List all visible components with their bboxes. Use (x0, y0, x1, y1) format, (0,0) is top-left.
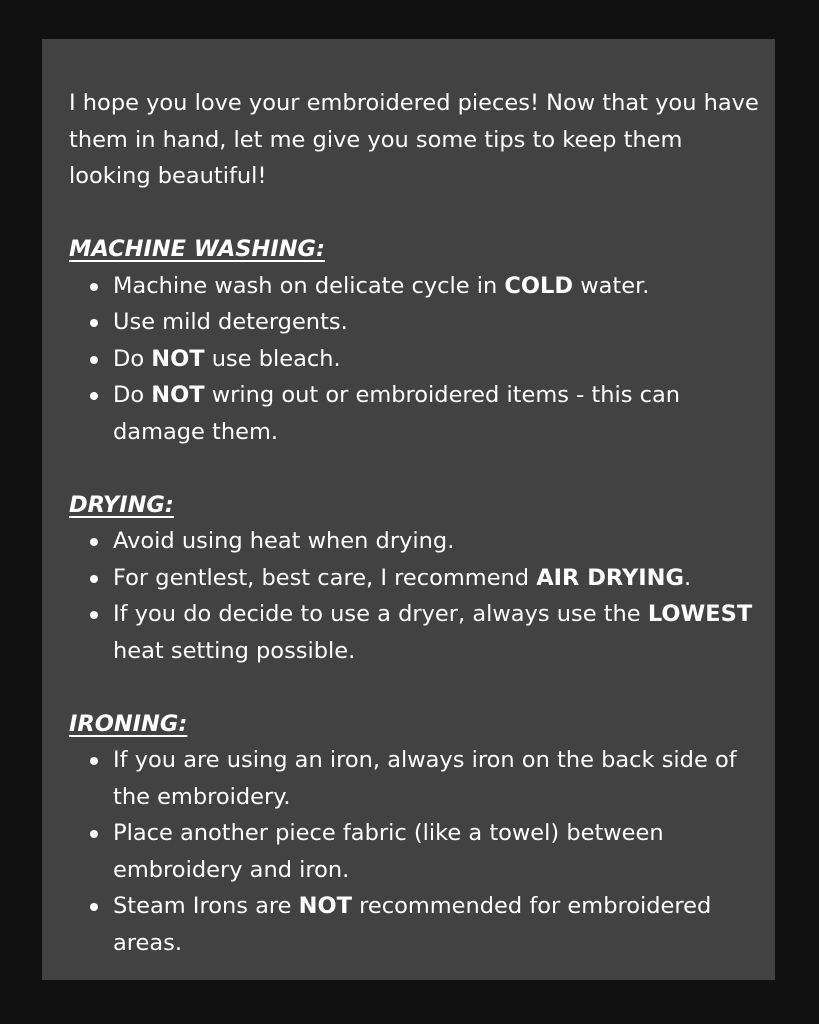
tip-item: Steam Irons are NOT recommended for embroidered areas. (69, 888, 759, 961)
intro-text: I hope you love your embroidered pieces! Now that you have them in hand, let me give you some tips to keep them looking beautiful! (69, 90, 759, 189)
tip-item: Do NOT use bleach. (69, 341, 759, 378)
tip-item: Do NOT wring out or embroidered items - this can damage them. (69, 377, 759, 450)
tip-item: Avoid using heat when drying. (69, 523, 759, 560)
tip-item: If you do decide to use a dryer, always use the LOWEST heat setting possible. (69, 596, 759, 669)
tips-list (69, 523, 759, 669)
tip-item: Place another piece fabric (like a towel) between embroidery and iron. (69, 815, 759, 888)
tips-list (69, 268, 759, 451)
section-heading: IRONING: (69, 710, 188, 737)
tip-item: Use mild detergents. (69, 304, 759, 341)
section-drying (69, 487, 759, 670)
tip-item: Machine wash on delicate cycle in COLD water. (69, 268, 759, 305)
section-ironing (69, 706, 759, 962)
tip-item: If you are using an iron, always iron on the back side of the embroidery. (69, 742, 759, 815)
care-instructions-card (42, 39, 775, 980)
section-heading: DRYING: (69, 491, 174, 518)
section-heading: MACHINE WASHING: (69, 236, 325, 262)
section-machine-washing (69, 231, 759, 450)
tip-item: For gentlest, best care, I recommend AIR DRYING. (69, 560, 759, 597)
card-content (69, 85, 759, 961)
tips-list (69, 742, 759, 961)
